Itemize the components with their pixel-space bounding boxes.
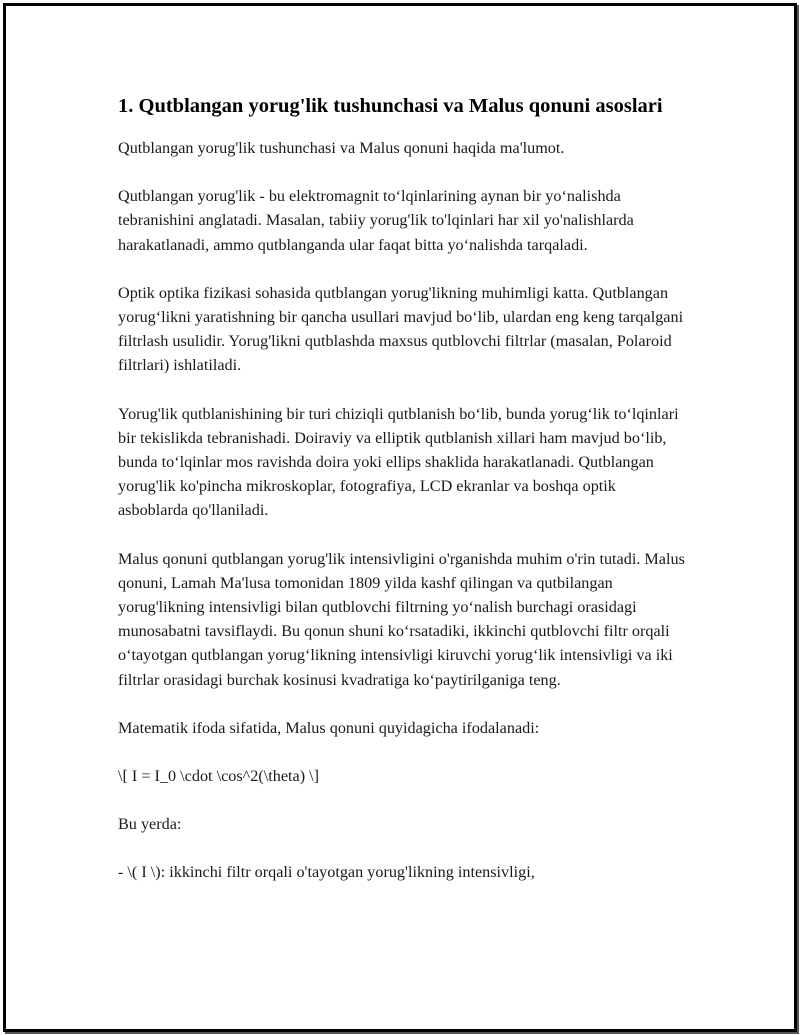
malus-law-paragraph: Malus qonuni qutblangan yorug'lik intensivligini o'rganishda muhim o'rin tutadi. Malus qonuni, Lamah Ma'lusa tomonidan 1809 yilda kashf qilingan va qutbilangan yorug'likning intensivligi bilan qutblovchi filtrning yo‘nalish burchagi orasidagi munosabatni tavsiflaydi. Bu qonun shuni ko‘rsatadiki, ikkinchi qutblovchi filtr orqali o‘tayotgan qutblangan yorug‘likning intensivligi kiruvchi yorug‘lik intensivligi va iki filtrlar orasidagi burchak kosinusi kvadratiga ko‘paytirilganiga teng.	[118, 549, 685, 689]
intro-paragraph: Qutblangan yorug'lik tushunchasi va Malus qonuni haqida ma'lumot.	[118, 139, 565, 157]
definition-paragraph: Qutblangan yorug'lik - bu elektromagnit to‘lqinlarining aynan bir yo‘nalishda tebranishini anglatadi. Masalan, tabiiy yorug'lik to'lqinlari har xil yo'nalishlarda harakatlanadi, ammo qutblanganda ular faqat bitta yo‘nalishda tarqaladi.	[118, 187, 634, 254]
formula-line: \[ I = I_0 \cdot \cos^2(\theta) \]	[118, 767, 320, 786]
document-body	[118, 92, 688, 909]
document-title: 1. Qutblangan yorug'lik tushunchasi va Malus qonuni asoslari	[118, 95, 663, 117]
where-label: Bu yerda:	[118, 815, 182, 834]
polarization-types-paragraph: Yorug'lik qutblanishining bir turi chiziqli qutblanish bo‘lib, bunda yorug‘lik to‘lqinlari bir tekislikda tebranishadi. Doiraviy va elliptik qutblanish xillari ham mavjud bo‘lib, bunda to‘lqinlar mos ravishda doira yoki ellips shaklida harakatlanadi. Qutblangan yorug'lik ko'pincha mikroskoplar, fotografiya, LCD ekranlar va boshqa optik asboblarda qo'llaniladi.	[118, 404, 679, 520]
definition-list-item: - \( I \): ikkinchi filtr orqali o'tayotgan yorug'likning intensivligi,	[118, 863, 535, 882]
optics-paragraph: Optik optika fizikasi sohasida qutblangan yorug'likning muhimligi katta. Qutblangan yorug‘likni yaratishning bir qancha usullari mavjud bo‘lib, ulardan eng keng tarqalgani filtrlash usulidir. Yorug'likni qutblashda maxsus qutblovchi filtrlar (masalan, Polaroid filtrlari) ishlatiladi.	[118, 283, 684, 375]
formula-intro-paragraph: Matematik ifoda sifatida, Malus qonuni quyidagicha ifodalanadi:	[118, 718, 540, 737]
